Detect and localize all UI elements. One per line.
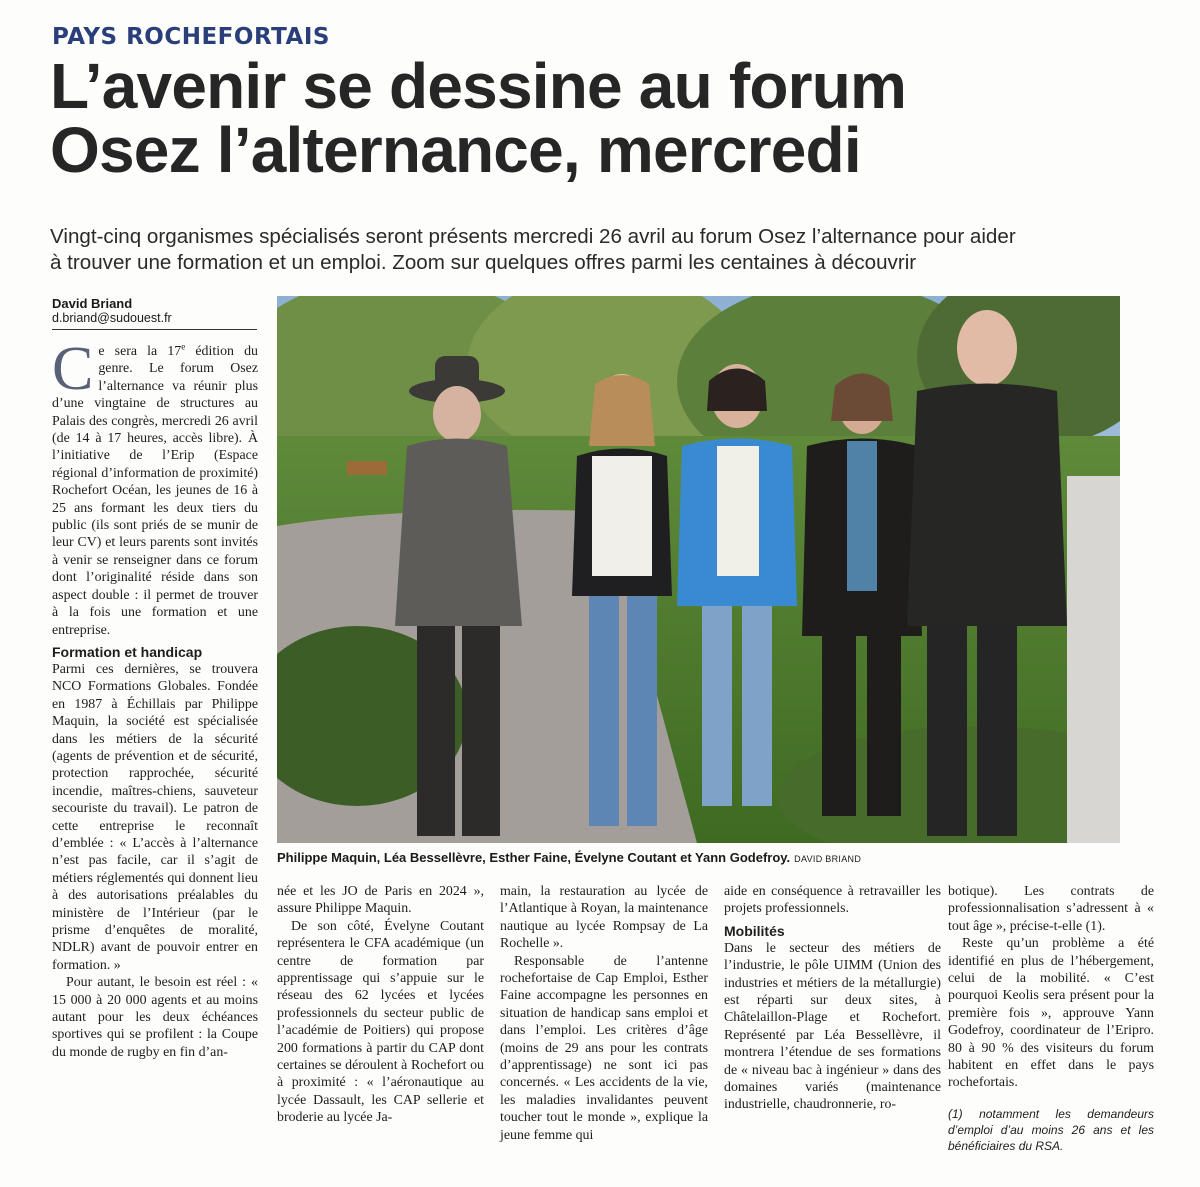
subheading-formation-handicap: Formation et handicap <box>52 643 203 660</box>
author-name: David Briand <box>52 296 133 311</box>
article-paragraph: De son côté, Évelyne Coutant représentera le CFA académique (un centre de formation par apprentissage qui s’appuie sur le réseau des 62 lycées et lycées professionnels du secteur public de l’académie de Poitiers) qui propose 200 formations à partir du CAP dont certaines se déroulent à Rochefort ou à proximité : « l’aéronautique au lycée Dassault, les CAP sellerie et broderie au lycée Ja- <box>277 918 484 1126</box>
headline-line-2: Osez l’alternance, mercredi <box>50 114 861 186</box>
article-column-1 <box>52 335 258 1061</box>
article-column-3 <box>500 883 708 1144</box>
article-column-2 <box>277 883 484 1127</box>
dropcap: C <box>52 335 94 403</box>
article-paragraph: Pour autant, le besoin est réel : « 15 000 à 20 000 agents et au moins autant pour les deux échéances sportives qui se profilent : la Coupe du monde de rugby en fin d’an- <box>52 975 258 1060</box>
article-paragraph: Reste qu’un problème a été identifié en plus de l’hébergement, celui de la mobilité. « C’est pourquoi Keolis sera présent pour la première fois », approuve Yann Godefroy, coordinateur de l’Eripro. 80 à 90 % des visiteurs du forum habitent en effet dans le pays rochefortais. <box>948 936 1154 1091</box>
photo-caption <box>277 850 1120 865</box>
photo-illustration <box>277 296 1120 843</box>
standfirst-line-2: à trouver une formation et un emploi. Zoom sur quelques offres parmi les centaines à découvrir <box>50 251 917 274</box>
article-paragraph: Dans le secteur des métiers de l’industrie, le pôle UIMM (Union des industries et métiers de la métallurgie) est réparti sur deux sites, à Châtelaillon-Plage et Rochefort. Représenté par Léa Bessellèvre, il montrera l’étendue de ses formations de « niveau bac à ingénieur » dans des domaines variés (maintenance industrielle, chaudronnerie, ro- <box>724 940 941 1113</box>
article-column-5 <box>948 883 1154 1154</box>
section-rubric: PAYS ROCHEFORTAIS <box>52 24 330 50</box>
caption-text: Philippe Maquin, Léa Bessellèvre, Esther Faine, Évelyne Coutant et Yann Godefroy. <box>277 850 791 865</box>
standfirst <box>50 224 1160 276</box>
article-paragraph: aide en conséquence à retravailler les projets professionnels. <box>724 884 941 917</box>
article-paragraph: main, la restauration au lycée de l’Atlantique à Royan, la maintenance nautique au lycée Rompsay de La Rochelle ». <box>500 884 708 952</box>
article-column-4 <box>724 883 941 1114</box>
footnote: (1) notamment les demandeurs d’emploi d’au moins 26 ans et les bénéficiaires du RSA. <box>948 1106 1154 1153</box>
standfirst-line-1: Vingt-cinq organismes spécialisés seront présents mercredi 26 avril au forum Osez l’alternance pour aider <box>50 225 1016 248</box>
article-paragraph: née et les JO de Paris en 2024 », assure Philippe Maquin. <box>277 884 484 917</box>
headline-line-1: L’avenir se dessine au forum <box>50 50 907 122</box>
article-paragraph: Parmi ces dernières, se trouvera NCO Formations Globales. Fondée en 1987 à Échillais par Philippe Maquin, la société est spécialisée dans les métiers de la sécurité (agents de prévention et de sécurité, protection rapprochée, sécurité incendie, maîtres-chiens, sauveteur secouriste du travail). Le patron de cette entreprise le reconnaît d’emblée : « L’accès à l’alternance n’est pas facile, car il s’agit de métiers réglementés qui donnent lieu à des autorisations préalables du ministère de l’Intérieur (par le prisme d’enquêtes de moralité, NDLR) avant de pouvoir entrer en formation. » <box>52 661 258 973</box>
subheading-mobilites: Mobilités <box>724 922 785 939</box>
article-paragraph-intro: Ce sera la 17e édition du genre. Le forum Osez l’alternance va réunir plus d’une vingtaine de structures au Palais des congrès, mercredi 26 avril (de 14 à 17 heures, accès libre). À l’initiative de l’Erip (Espace régional d’information de proximité) Rochefort Océan, les jeunes de 16 à 25 ans formant les deux tiers du public (ils sont priés de se munir de leur CV) et leurs parents sont invités à venir se renseigner dans ce forum dont l’originalité réside dans son aspect double : il permet de trouver à la fois une formation et une entreprise. <box>52 335 258 638</box>
article-paragraph: botique). Les contrats de professionnalisation s’adressent à « tout âge », précise-t-elle (1). <box>948 884 1154 934</box>
author-email: d.briand@sudouest.fr <box>52 311 257 330</box>
article-paragraph: Responsable de l’antenne rochefortaise de Cap Emploi, Esther Faine accompagne les personnes en situation de handicap sans emploi et dans l’emploi. Les critères d’âge (moins de 29 ans pour les contrats d’apprentissage) ne sont ici pas concernés. « Les accidents de la vie, les maladies invalidantes peuvent toucher tout le monde », explique la jeune femme qui <box>500 953 708 1143</box>
headline <box>50 50 1170 186</box>
byline <box>52 296 257 330</box>
photo-credit: DAVID BRIAND <box>794 854 862 864</box>
group-photo <box>277 296 1120 843</box>
